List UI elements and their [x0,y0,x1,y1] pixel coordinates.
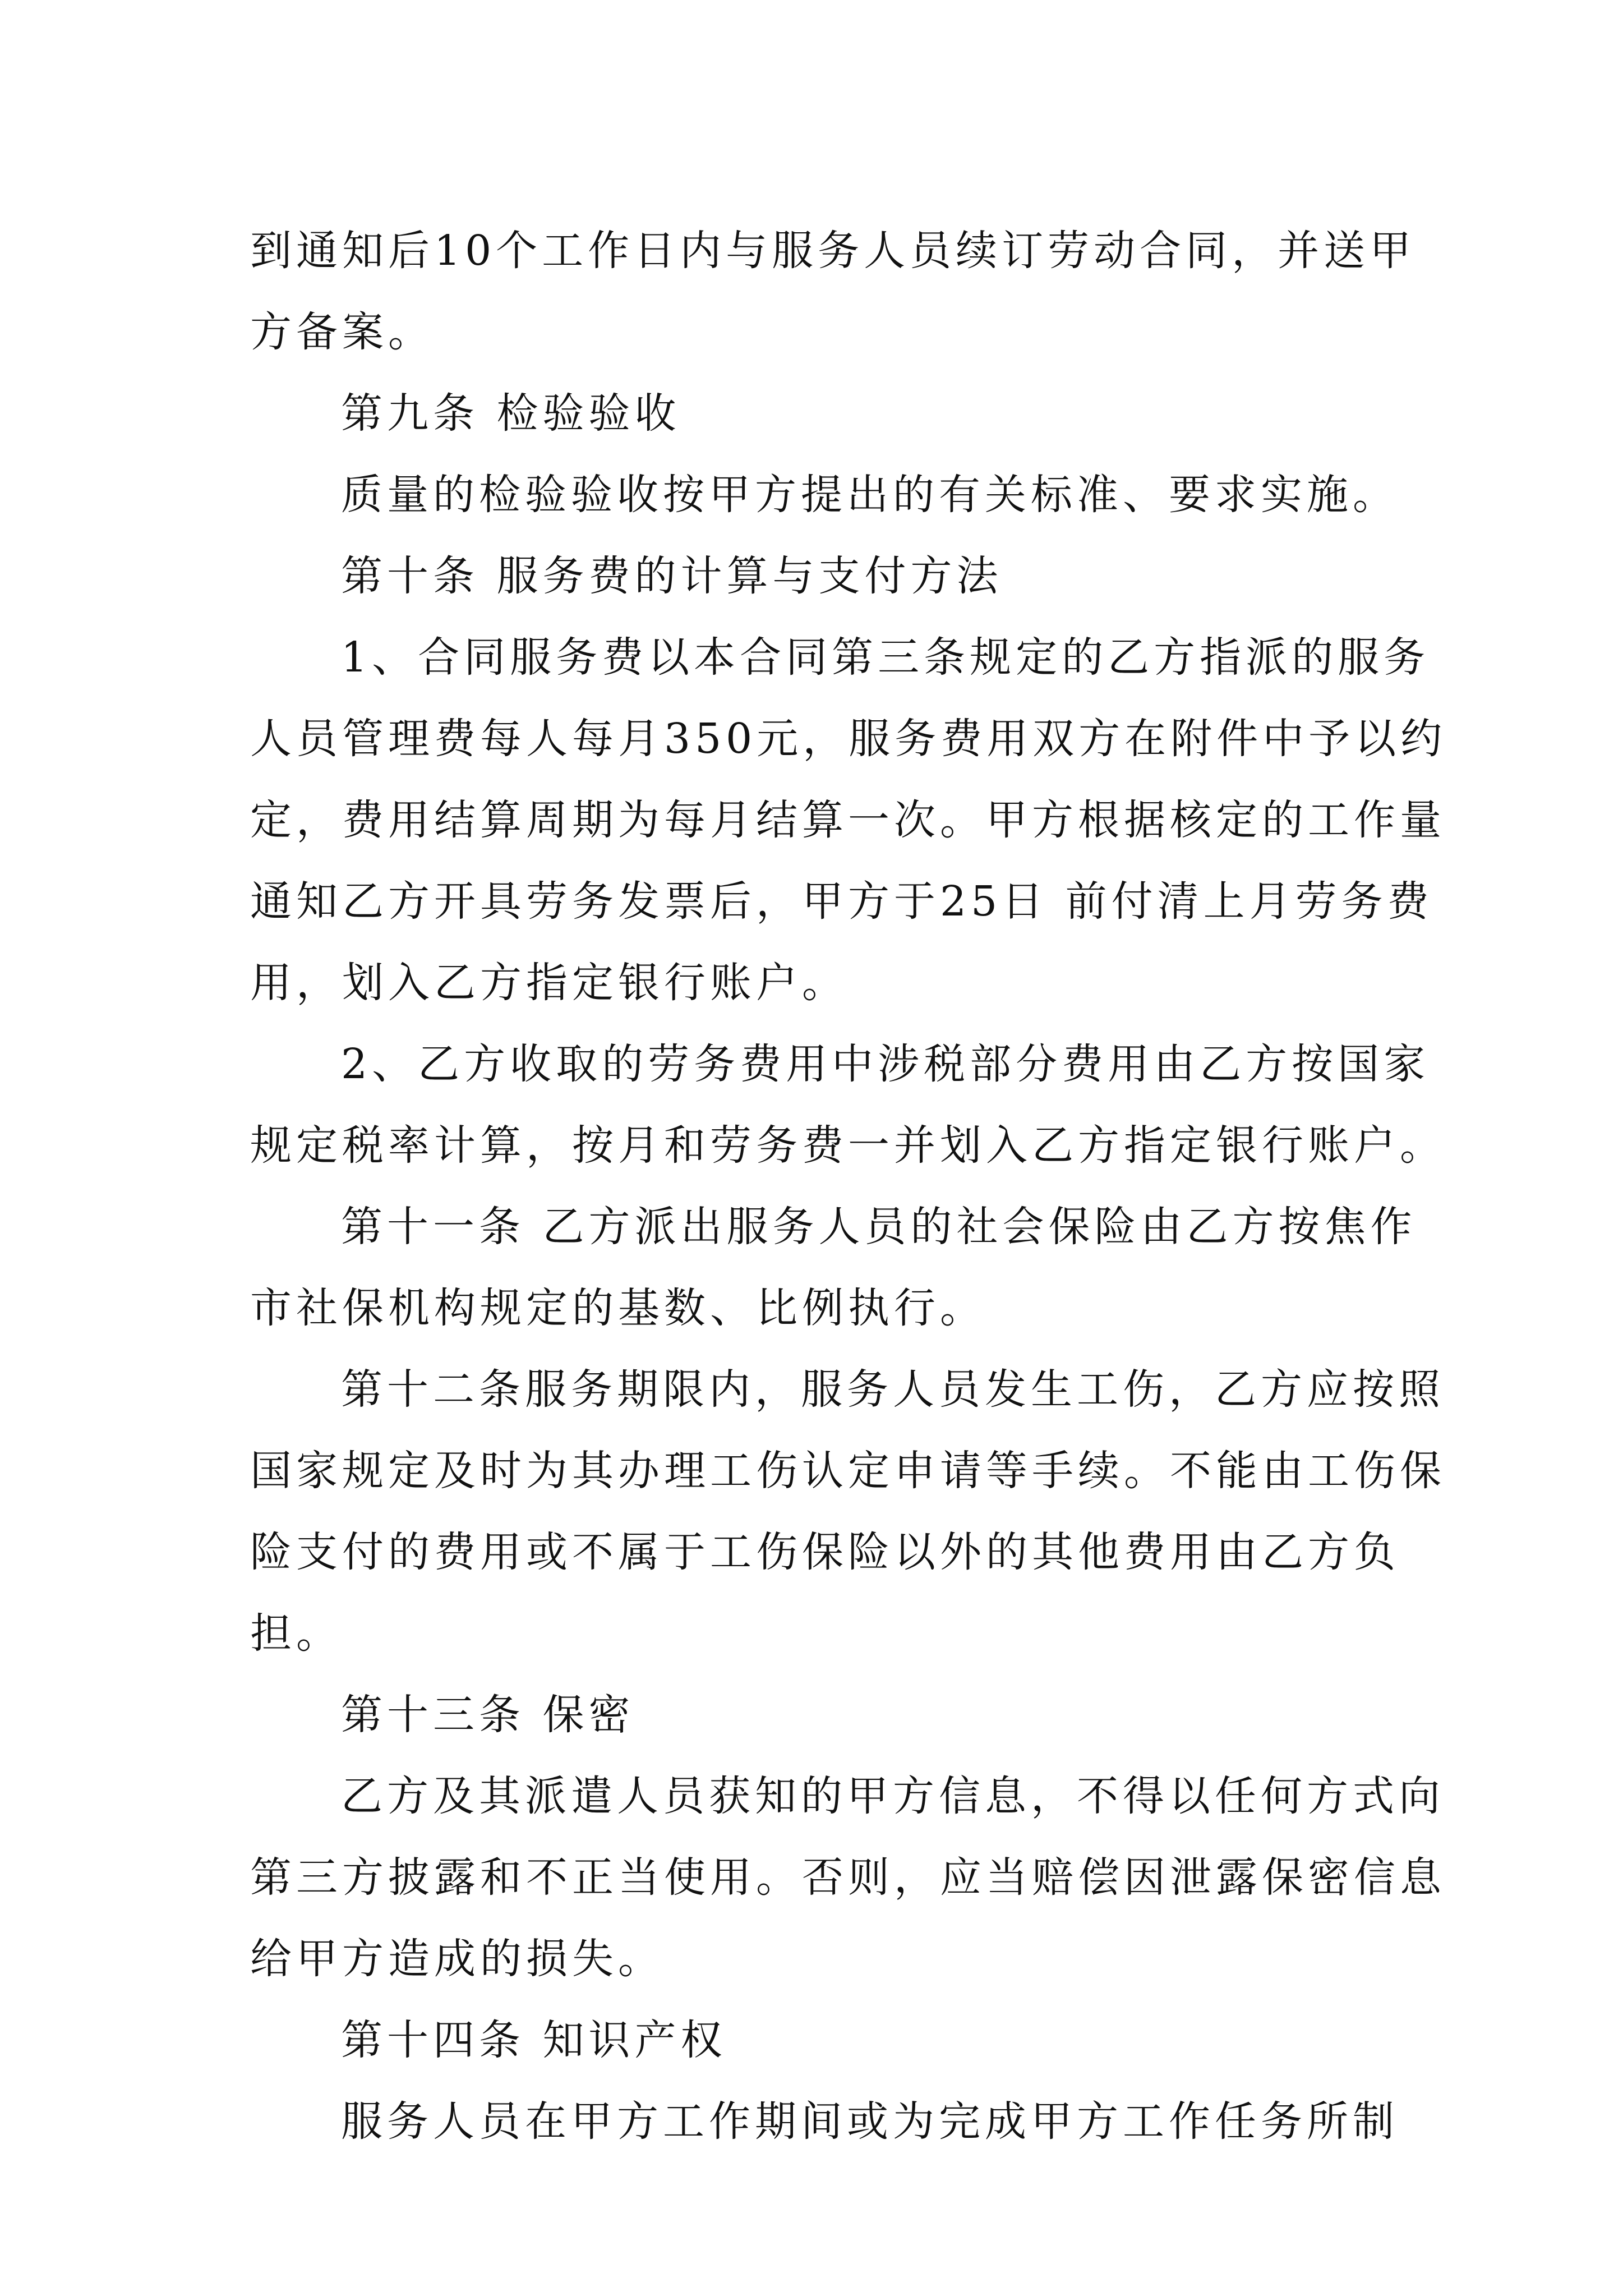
article-14-heading: 第十四条 知识产权 [341,2016,727,2064]
text-line: 担。 [250,1609,342,1658]
text-line: 通知乙方开具劳务发票后，甲方于25日 前付清上月劳务费 [250,877,1433,926]
text-line: 1、合同服务费以本合同第三条规定的乙方指派的服务 [341,633,1430,682]
text-line: 险支付的费用或不属于工伤保险以外的其他费用由乙方负 [250,1528,1400,1576]
text-line: 规定税率计算，按月和劳务费一并划入乙方指定银行账户。 [250,1121,1446,1170]
article-12-text: 第十二条服务期限内，服务人员发生工伤，乙方应按照 [341,1365,1445,1414]
text-line: 市社保机构规定的基数、比例执行。 [250,1284,986,1332]
text-line: 给甲方造成的损失。 [250,1935,664,1983]
article-13-heading: 第十三条 保密 [341,1691,635,1739]
text-line: 方备案。 [250,308,434,356]
text-line: 2、乙方收取的劳务费用中涉税部分费用由乙方按国家 [341,1040,1430,1088]
text-line: 定，费用结算周期为每月结算一次。甲方根据核定的工作量 [250,796,1446,844]
text-line: 国家规定及时为其办理工伤认定申请等手续。不能由工伤保 [250,1447,1446,1495]
article-11-text: 第十一条 乙方派出服务人员的社会保险由乙方按焦作 [341,1203,1417,1251]
article-9-heading: 第九条 检验验收 [341,389,681,438]
text-line: 乙方及其派遣人员获知的甲方信息，不得以任何方式向 [341,1772,1445,1820]
article-10-heading: 第十条 服务费的计算与支付方法 [341,552,1003,600]
text-line: 到通知后10个工作日内与服务人员续订劳动合同，并送甲 [250,227,1416,275]
text-line: 用，划入乙方指定银行账户。 [250,959,848,1007]
text-line: 人员管理费每人每月350元，服务费用双方在附件中予以约 [250,715,1447,763]
text-line: 服务人员在甲方工作期间或为完成甲方工作任务所制 [341,2097,1399,2146]
contract-text-body [250,210,1447,2162]
text-line: 质量的检验验收按甲方提出的有关标准、要求实施。 [341,471,1399,519]
text-line: 第三方披露和不正当使用。否则，应当赔偿因泄露保密信息 [250,1853,1446,1902]
